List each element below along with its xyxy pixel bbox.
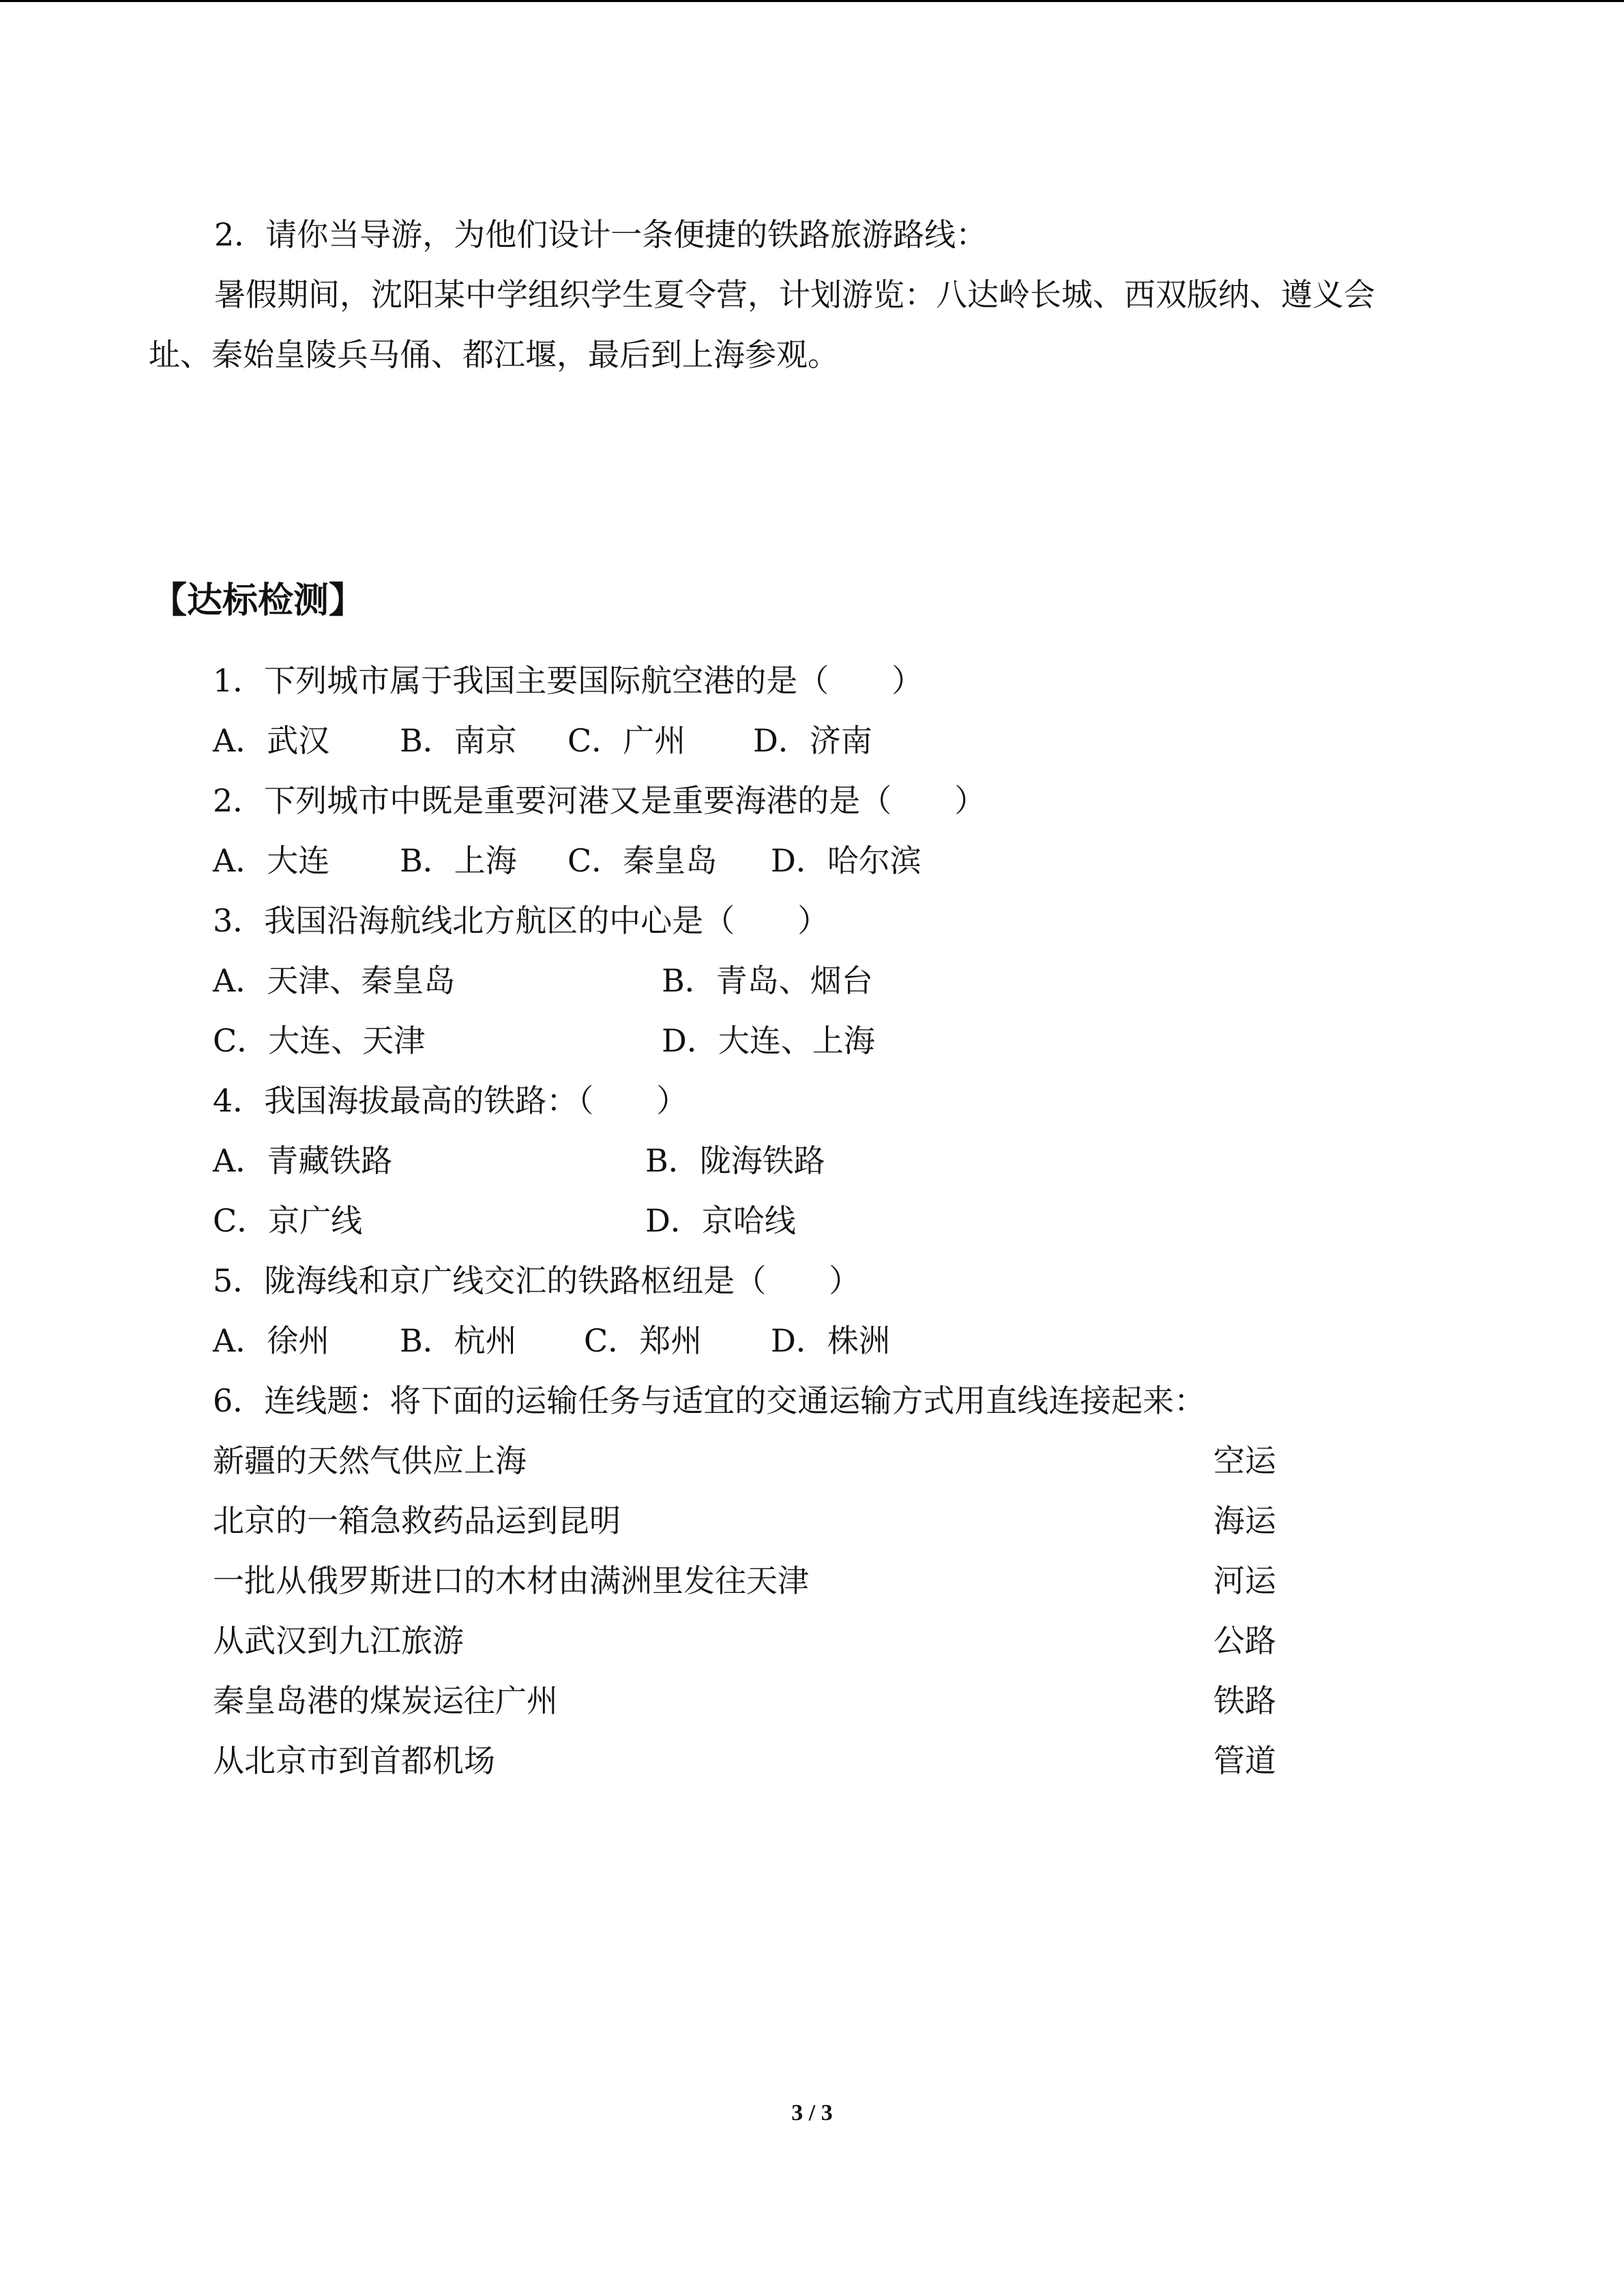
q2-option-a: A．大连: [213, 842, 330, 879]
q3-option-b: B．青岛、烟台: [662, 962, 873, 999]
match-task-3: 一批从俄罗斯进口的木材由满洲里发往天津: [213, 1562, 809, 1599]
q1-option-d: D．济南: [753, 722, 872, 759]
q4-option-c: C．京广线: [213, 1202, 363, 1239]
section-title: 【达标检测】: [151, 580, 365, 621]
question-3: 3．我国沿海航线北方航区的中心是（ ）: [213, 902, 829, 939]
q1-option-b: B．南京: [400, 722, 517, 759]
match-mode-6: 管道: [1213, 1742, 1276, 1779]
q4-option-b: B．陇海铁路: [645, 1142, 825, 1179]
match-task-6: 从北京市到首都机场: [213, 1742, 495, 1779]
match-mode-2: 海运: [1213, 1502, 1276, 1539]
q2-option-c: C．秦皇岛: [567, 842, 718, 879]
question-4: 4．我国海拔最高的铁路：（ ）: [213, 1082, 688, 1119]
match-mode-5: 铁路: [1213, 1682, 1276, 1719]
match-task-4: 从武汉到九江旅游: [213, 1622, 464, 1659]
task2-line2: 址、秦始皇陵兵马俑、都江堰，最后到上海参观。: [149, 336, 839, 373]
match-task-2: 北京的一箱急救药品运到昆明: [213, 1502, 621, 1539]
task2-line1: 暑假期间，沈阳某中学组织学生夏令营，计划游览：八达岭长城、西双版纳、遵义会: [214, 276, 1375, 313]
question-6: 6．连线题：将下面的运输任务与适宜的交通运输方式用直线连接起来：: [213, 1382, 1206, 1419]
q5-option-d: D．株洲: [771, 1322, 890, 1359]
match-task-1: 新疆的天然气供应上海: [213, 1442, 527, 1479]
q5-option-b: B．杭州: [400, 1322, 517, 1359]
question-5: 5．陇海线和京广线交汇的铁路枢纽是（ ）: [213, 1262, 861, 1299]
q3-option-c: C．大连、天津: [213, 1022, 426, 1059]
q1-option-c: C．广州: [567, 722, 686, 759]
page-top-border: [0, 0, 1624, 2]
question-2: 2．下列城市中既是重要河港又是重要海港的是（ ）: [213, 782, 986, 819]
match-task-5: 秦皇岛港的煤炭运往广州: [213, 1682, 558, 1719]
task2-title: 2．请你当导游，为他们设计一条便捷的铁路旅游路线：: [214, 216, 988, 253]
page-number: 3 / 3: [791, 2100, 833, 2126]
q3-option-d: D．大连、上海: [662, 1022, 875, 1059]
q4-option-a: A．青藏铁路: [213, 1142, 393, 1179]
q2-option-b: B．上海: [400, 842, 517, 879]
match-mode-3: 河运: [1213, 1562, 1276, 1599]
q4-option-d: D．京哈线: [645, 1202, 796, 1239]
q5-option-a: A．徐州: [213, 1322, 330, 1359]
match-mode-1: 空运: [1213, 1442, 1276, 1479]
q3-option-a: A．天津、秦皇岛: [213, 962, 456, 999]
question-1: 1．下列城市属于我国主要国际航空港的是（ ）: [213, 662, 924, 699]
match-mode-4: 公路: [1213, 1622, 1276, 1659]
q2-option-d: D．哈尔滨: [771, 842, 921, 879]
q5-option-c: C．郑州: [584, 1322, 703, 1359]
q1-option-a: A．武汉: [213, 722, 330, 759]
